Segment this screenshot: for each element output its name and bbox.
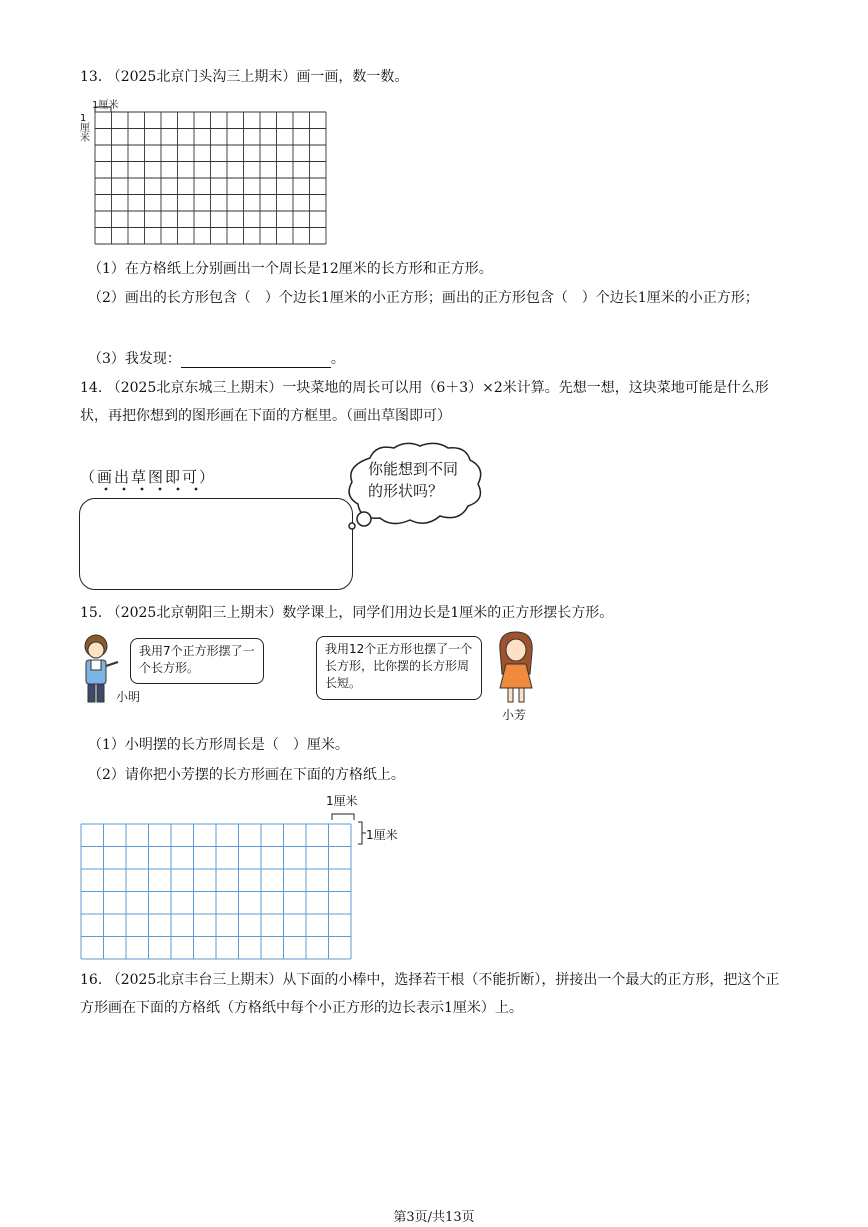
q13-part3 xyxy=(88,348,345,368)
q14-box-caption: （画出草图即可） xyxy=(80,468,217,486)
q13-unit-side: 1厘米 xyxy=(80,113,90,144)
q14-thought-text: 你能想到不同的形状吗？ xyxy=(368,460,459,500)
xiaoming-speech-bubble xyxy=(130,638,264,684)
grid-lines xyxy=(95,112,326,244)
q14-title: 14. （2025北京东城三上期末）一块菜地的周长可以用（6＋3）×2米计算。先想一想，这块菜地可能是什么形状，再把你想到的图形画在下面的方框里。（画出草图即可） xyxy=(80,380,769,424)
q13-title: 13. （2025北京门头沟三上期末）画一画，数一数。 xyxy=(80,69,409,85)
q13-unit-top: 1厘米 xyxy=(92,100,119,111)
xiaoming-name: 小明 xyxy=(116,690,141,704)
q15-unit-side: 1厘米 xyxy=(366,828,398,842)
q15-grid[interactable] xyxy=(78,804,368,964)
q15-unit-top: 1厘米 xyxy=(326,794,358,808)
q13-part1: （1）在方格纸上分别画出一个周长是12厘米的长方形和正方形。 xyxy=(88,261,493,277)
page-footer: 第3页/共13页 xyxy=(393,1210,475,1225)
q14-emphasis-dots xyxy=(96,484,206,494)
q15-part1: （1）小明摆的长方形周长是（ ）厘米。 xyxy=(88,737,349,753)
q15-part2: （2）请你把小芳摆的长方形画在下面的方格纸上。 xyxy=(88,767,405,783)
q16-title: 16. （2025北京丰台三上期末）从下面的小棒中，选择若干根（不能折断），拼接出一个最大的正方形，把这个正方形画在下面的方格纸（方格纸中每个小正方形的边长表示1厘米）上。 xyxy=(80,972,780,1016)
q14-drawing-box[interactable] xyxy=(79,498,353,590)
xiaofang-speech-bubble xyxy=(316,636,482,700)
q13-part3-end: 。 xyxy=(330,351,345,367)
q13-grid[interactable] xyxy=(90,104,330,248)
xiaoming-speech-text: 我用7个正方形摆了一个长方形。 xyxy=(139,644,255,675)
q13-part2: （2）画出的长方形包含（ ）个边长1厘米的小正方形；画出的正方形包含（ ）个边长1厘米的小正方形； xyxy=(88,290,759,306)
q15-title: 15. （2025北京朝阳三上期末）数学课上，同学们用边长是1厘米的正方形摆长方形。 xyxy=(80,605,614,621)
grid-lines xyxy=(81,824,351,959)
q13-part3-label: （3）我发现： xyxy=(88,351,181,367)
xiaofang-speech-text: 我用12个正方形也摆了一个长方形，比你摆的长方形周长短。 xyxy=(325,642,473,690)
q13-answer-blank[interactable] xyxy=(181,353,331,368)
xiaofang-figure xyxy=(494,630,538,706)
xiaofang-name: 小芳 xyxy=(502,708,527,722)
